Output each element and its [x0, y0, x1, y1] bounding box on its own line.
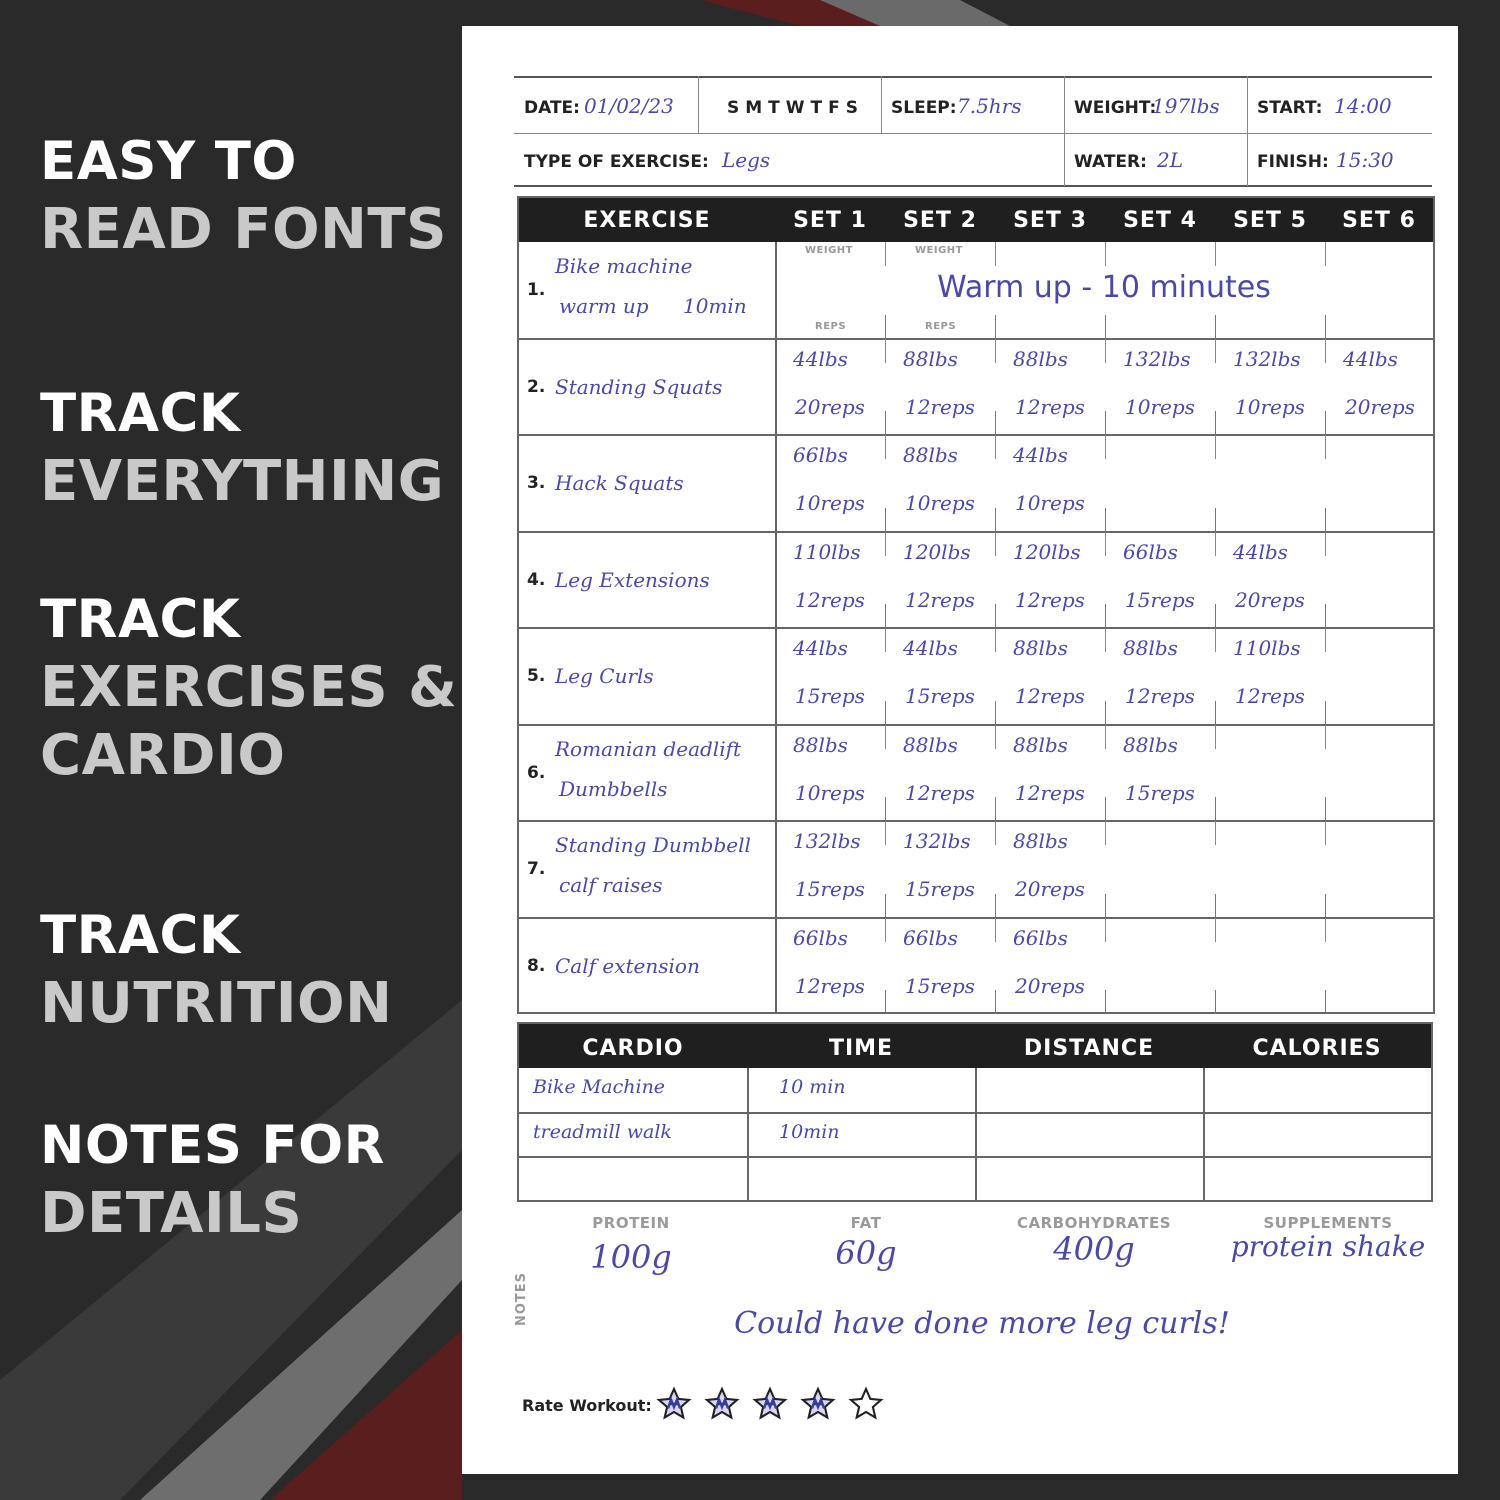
column-divider	[1325, 894, 1326, 918]
column-divider	[995, 725, 996, 749]
column-divider	[1325, 532, 1326, 556]
header-divider	[1064, 76, 1065, 186]
exercise-number: 6.	[527, 762, 546, 783]
column-divider	[1325, 797, 1326, 821]
set-reps[interactable]: 12reps	[1015, 587, 1085, 612]
fat-value[interactable]: 60g	[835, 1234, 897, 1272]
column-divider	[1325, 242, 1326, 266]
weight-hint-label: WEIGHT	[805, 245, 853, 256]
column-divider	[1325, 315, 1326, 339]
set-reps[interactable]: 20reps	[1345, 394, 1415, 419]
protein-label: PROTEIN	[592, 1214, 670, 1232]
column-divider	[1215, 701, 1216, 725]
column-divider	[885, 797, 886, 821]
column-divider	[775, 435, 777, 532]
row-divider	[519, 820, 1433, 822]
column-divider	[885, 894, 886, 918]
column-divider	[995, 797, 996, 821]
column-divider	[885, 315, 886, 339]
row-divider	[519, 434, 1433, 436]
cardio-time[interactable]: 10min	[779, 1120, 840, 1143]
exercise-type-value[interactable]: Legs	[722, 148, 771, 172]
exercise-name-line2[interactable]: calf raises	[559, 873, 663, 897]
exercise-name[interactable]: Standing Dumbbell	[555, 833, 751, 857]
set-weight[interactable]: 120lbs	[903, 539, 971, 564]
set-weight[interactable]: 88lbs	[1013, 636, 1068, 660]
feature-line: TRACK	[40, 383, 241, 444]
col-set-1: SET 1	[793, 208, 867, 233]
exercise-duration[interactable]: 10min	[683, 294, 747, 318]
sleep-label: SLEEP:	[891, 98, 957, 118]
set-reps[interactable]: 15reps	[1125, 587, 1195, 612]
row-divider	[519, 917, 1433, 919]
set-weight[interactable]: 88lbs	[1013, 829, 1068, 853]
set-reps[interactable]: 12reps	[1235, 684, 1305, 708]
protein-value[interactable]: 100g	[590, 1238, 672, 1276]
column-divider	[995, 435, 996, 459]
cardio-table-header	[519, 1024, 1431, 1068]
exercise-name[interactable]: Calf extension	[555, 953, 700, 978]
column-divider	[1325, 701, 1326, 725]
warmup-note[interactable]: Warm up - 10 minutes	[937, 270, 1271, 305]
set-reps[interactable]: 10reps	[795, 491, 865, 515]
col-set-4: SET 4	[1123, 208, 1197, 233]
carbs-label: CARBOHYDRATES	[1017, 1214, 1171, 1232]
feature-list	[40, 0, 460, 1500]
feature-line: TRACK	[40, 589, 241, 650]
column-divider	[995, 339, 996, 363]
set-weight[interactable]: 132lbs	[793, 829, 861, 853]
set-reps[interactable]: 12reps	[1125, 684, 1195, 708]
star-empty-icon[interactable]	[848, 1386, 884, 1422]
set-weight[interactable]: 88lbs	[903, 443, 958, 467]
finish-label: FINISH:	[1257, 152, 1329, 172]
exercise-name[interactable]: Leg Curls	[555, 664, 654, 688]
set-weight[interactable]: 88lbs	[793, 732, 848, 757]
col-set-3: SET 3	[1013, 208, 1087, 233]
column-divider	[1325, 990, 1326, 1014]
exercise-number: 2.	[527, 376, 546, 397]
row-divider	[519, 531, 1433, 533]
start-value[interactable]: 14:00	[1334, 94, 1392, 118]
set-weight[interactable]: 44lbs	[1233, 539, 1288, 564]
column-divider	[1105, 918, 1106, 942]
water-label: WATER:	[1074, 152, 1147, 172]
set-reps[interactable]: 10reps	[1235, 394, 1305, 419]
column-divider	[885, 532, 886, 556]
workout-log-sheet	[462, 26, 1458, 1474]
column-divider	[1105, 411, 1106, 435]
column-divider	[775, 821, 777, 918]
set-reps[interactable]: 15reps	[905, 877, 975, 901]
set-reps[interactable]: 12reps	[795, 587, 865, 612]
set-weight[interactable]: 66lbs	[793, 443, 848, 467]
column-divider	[885, 435, 886, 459]
feature-track-everything	[40, 380, 444, 516]
feature-easy-fonts	[40, 128, 447, 264]
set-reps[interactable]: 20reps	[1235, 587, 1305, 612]
set-reps[interactable]: 12reps	[905, 394, 975, 419]
column-divider	[1325, 725, 1326, 749]
set-reps[interactable]: 15reps	[1125, 780, 1195, 805]
column-divider	[1215, 242, 1216, 266]
reps-hint-label: REPS	[815, 321, 847, 332]
star-filled-icon[interactable]	[752, 1386, 788, 1422]
weight-value[interactable]: 197lbs	[1152, 94, 1220, 118]
date-label: DATE:	[524, 98, 580, 118]
column-divider	[1105, 339, 1106, 363]
cardio-column-divider	[747, 1068, 749, 1200]
exercise-number: 8.	[527, 955, 546, 976]
set-weight[interactable]: 44lbs	[1343, 346, 1398, 371]
column-divider	[995, 242, 996, 266]
column-divider	[1215, 725, 1216, 749]
weight-hint-label: WEIGHT	[915, 245, 963, 256]
exercise-number: 1.	[527, 280, 546, 300]
cardio-activity[interactable]: Bike Machine	[533, 1076, 666, 1098]
feature-track-exercises	[40, 586, 458, 790]
column-divider	[1215, 604, 1216, 628]
set-weight[interactable]: 66lbs	[793, 925, 848, 950]
col-exercise: EXERCISE	[583, 208, 711, 233]
column-divider	[995, 918, 996, 942]
set-reps[interactable]: 12reps	[1015, 684, 1085, 708]
column-divider	[775, 339, 777, 436]
column-divider	[1105, 990, 1106, 1014]
column-divider	[1105, 242, 1106, 266]
set-weight[interactable]: 110lbs	[1233, 636, 1301, 660]
feature-line: EASY TO	[40, 131, 297, 192]
column-divider	[1105, 532, 1106, 556]
set-reps[interactable]: 12reps	[905, 780, 975, 805]
set-reps[interactable]: 10reps	[1015, 491, 1085, 515]
feature-line: CARDIO	[40, 723, 286, 788]
exercise-name-line2[interactable]: warm up	[559, 294, 649, 318]
set-reps[interactable]: 15reps	[795, 877, 865, 901]
set-reps[interactable]: 20reps	[1015, 877, 1085, 901]
exercise-number: 5.	[527, 666, 546, 686]
column-divider	[1215, 990, 1216, 1014]
column-divider	[995, 411, 996, 435]
column-divider	[885, 918, 886, 942]
column-divider	[885, 508, 886, 532]
column-divider	[1325, 628, 1326, 652]
weight-label: WEIGHT:	[1074, 98, 1157, 118]
set-weight[interactable]: 44lbs	[903, 636, 958, 660]
column-divider	[885, 701, 886, 725]
header-rule	[514, 185, 1432, 187]
set-weight[interactable]: 88lbs	[903, 732, 958, 757]
column-divider	[1215, 435, 1216, 459]
cardio-time[interactable]: 10 min	[779, 1076, 846, 1098]
col-set-6: SET 6	[1342, 208, 1416, 233]
set-reps[interactable]: 15reps	[905, 973, 975, 998]
set-reps[interactable]: 15reps	[905, 684, 975, 708]
column-divider	[1215, 532, 1216, 556]
col-set-5: SET 5	[1233, 208, 1307, 233]
row-divider	[519, 338, 1433, 340]
column-divider	[1105, 894, 1106, 918]
col-set-2: SET 2	[903, 208, 977, 233]
feature-line: READ FONTS	[40, 197, 447, 262]
column-divider	[1105, 725, 1106, 749]
set-weight[interactable]: 88lbs	[1123, 636, 1178, 660]
column-divider	[1215, 411, 1216, 435]
column-divider	[995, 628, 996, 652]
set-reps[interactable]: 10reps	[795, 780, 865, 805]
set-weight[interactable]: 66lbs	[1013, 925, 1068, 950]
column-divider	[1105, 508, 1106, 532]
column-divider	[1215, 339, 1216, 363]
exercise-type-label: TYPE OF EXERCISE:	[524, 152, 709, 172]
set-weight[interactable]: 44lbs	[1013, 443, 1068, 467]
exercise-number: 4.	[527, 569, 546, 590]
set-reps[interactable]: 10reps	[1125, 394, 1195, 419]
set-weight[interactable]: 66lbs	[903, 925, 958, 950]
exercise-name[interactable]: Hack Squats	[555, 471, 684, 495]
star-filled-icon[interactable]	[656, 1386, 692, 1422]
fat-label: FAT	[850, 1214, 882, 1232]
col-time: TIME	[828, 1036, 894, 1061]
feature-notes	[40, 1112, 385, 1248]
column-divider	[1325, 411, 1326, 435]
set-weight[interactable]: 88lbs	[903, 346, 958, 371]
set-weight[interactable]: 44lbs	[793, 636, 848, 660]
header-divider	[881, 76, 882, 133]
column-divider	[995, 894, 996, 918]
row-divider	[519, 724, 1433, 726]
set-weight[interactable]: 66lbs	[1123, 539, 1178, 564]
feature-line: EVERYTHING	[40, 449, 445, 514]
set-reps[interactable]: 12reps	[1015, 394, 1085, 419]
column-divider	[1105, 315, 1106, 339]
column-divider	[1215, 315, 1216, 339]
supplements-value[interactable]: protein shake	[1230, 1230, 1426, 1263]
exercise-table-header	[519, 198, 1433, 242]
set-weight[interactable]: 88lbs	[1123, 732, 1178, 757]
set-weight[interactable]: 120lbs	[1013, 539, 1081, 564]
column-divider	[1325, 339, 1326, 363]
column-divider	[1215, 628, 1216, 652]
set-weight[interactable]: 88lbs	[1013, 346, 1068, 371]
column-divider	[775, 918, 777, 1015]
column-divider	[885, 604, 886, 628]
column-divider	[995, 821, 996, 845]
set-reps[interactable]: 12reps	[795, 973, 865, 998]
column-divider	[1325, 918, 1326, 942]
exercise-name[interactable]: Standing Squats	[555, 374, 723, 399]
set-weight[interactable]: 132lbs	[903, 829, 971, 853]
column-divider	[1325, 604, 1326, 628]
column-divider	[885, 242, 886, 266]
header-divider	[1247, 76, 1248, 186]
col-cardio: CARDIO	[582, 1036, 684, 1061]
column-divider	[775, 725, 777, 822]
column-divider	[995, 508, 996, 532]
column-divider	[1105, 628, 1106, 652]
set-weight[interactable]: 88lbs	[1013, 732, 1068, 757]
column-divider	[1105, 701, 1106, 725]
set-weight[interactable]: 132lbs	[1233, 346, 1301, 371]
exercise-name-line2[interactable]: Dumbbells	[559, 776, 668, 801]
weekday-selector[interactable]: SMTWTFS	[727, 98, 864, 118]
carbs-value[interactable]: 400g	[1053, 1230, 1135, 1268]
column-divider	[1215, 918, 1216, 942]
rate-workout-label: Rate Workout:	[522, 1396, 652, 1415]
set-reps[interactable]: 15reps	[795, 684, 865, 708]
supplements-label: SUPPLEMENTS	[1263, 1214, 1393, 1232]
column-divider	[995, 315, 996, 339]
feature-line: DETAILS	[40, 1181, 303, 1246]
cardio-column-divider	[1203, 1068, 1205, 1200]
column-divider	[1325, 435, 1326, 459]
column-divider	[1215, 894, 1216, 918]
col-distance: DISTANCE	[1023, 1036, 1155, 1061]
feature-line: NUTRITION	[40, 971, 393, 1036]
set-reps[interactable]: 12reps	[1015, 780, 1085, 805]
column-divider	[885, 411, 886, 435]
column-divider	[995, 990, 996, 1014]
column-divider	[1215, 797, 1216, 821]
column-divider	[1105, 435, 1106, 459]
exercise-name[interactable]: Bike machine	[555, 254, 693, 278]
feature-line: EXERCISES &	[40, 655, 458, 720]
set-reps[interactable]: 12reps	[905, 587, 975, 612]
header-rule	[514, 76, 1432, 78]
exercise-table	[517, 196, 1435, 1014]
cardio-column-divider	[975, 1068, 977, 1200]
star-filled-icon[interactable]	[800, 1386, 836, 1422]
set-reps[interactable]: 20reps	[1015, 973, 1085, 998]
start-label: START:	[1257, 98, 1323, 118]
column-divider	[885, 990, 886, 1014]
feature-line: TRACK	[40, 905, 241, 966]
set-weight[interactable]: 132lbs	[1123, 346, 1191, 371]
col-calories: CALORIES	[1252, 1036, 1382, 1061]
set-weight[interactable]: 110lbs	[793, 539, 861, 564]
reps-hint-label: REPS	[925, 321, 957, 332]
column-divider	[885, 725, 886, 749]
header-divider	[698, 76, 699, 133]
notes-text[interactable]: Could have done more leg curls!	[734, 1306, 1230, 1341]
sleep-value[interactable]: 7.5hrs	[957, 94, 1022, 118]
column-divider	[1105, 604, 1106, 628]
column-divider	[1105, 821, 1106, 845]
column-divider	[1215, 821, 1216, 845]
column-divider	[1215, 508, 1216, 532]
column-divider	[1105, 797, 1106, 821]
set-reps[interactable]: 10reps	[905, 491, 975, 515]
column-divider	[995, 604, 996, 628]
water-value[interactable]: 2L	[1157, 148, 1184, 172]
feature-track-nutrition	[40, 902, 393, 1038]
feature-line: NOTES FOR	[40, 1115, 385, 1176]
column-divider	[995, 532, 996, 556]
row-divider	[519, 627, 1433, 629]
star-filled-icon[interactable]	[704, 1386, 740, 1422]
set-reps[interactable]: 20reps	[795, 394, 865, 419]
column-divider	[775, 628, 777, 725]
column-divider	[775, 532, 777, 629]
cardio-activity[interactable]: treadmill walk	[533, 1120, 672, 1143]
set-weight[interactable]: 44lbs	[793, 346, 848, 371]
exercise-name[interactable]: Romanian deadlift	[555, 736, 742, 761]
date-value[interactable]: 01/02/23	[584, 94, 674, 118]
exercise-number: 3.	[527, 473, 546, 493]
column-divider	[1325, 508, 1326, 532]
finish-value[interactable]: 15:30	[1336, 148, 1394, 172]
notes-label: NOTES	[514, 1271, 529, 1326]
cardio-table	[517, 1022, 1433, 1202]
exercise-number: 7.	[527, 859, 546, 879]
header-rule	[514, 133, 1432, 134]
exercise-name[interactable]: Leg Extensions	[555, 567, 710, 592]
column-divider	[995, 701, 996, 725]
column-divider	[885, 628, 886, 652]
column-divider	[885, 821, 886, 845]
column-divider	[885, 339, 886, 363]
column-divider	[1325, 821, 1326, 845]
